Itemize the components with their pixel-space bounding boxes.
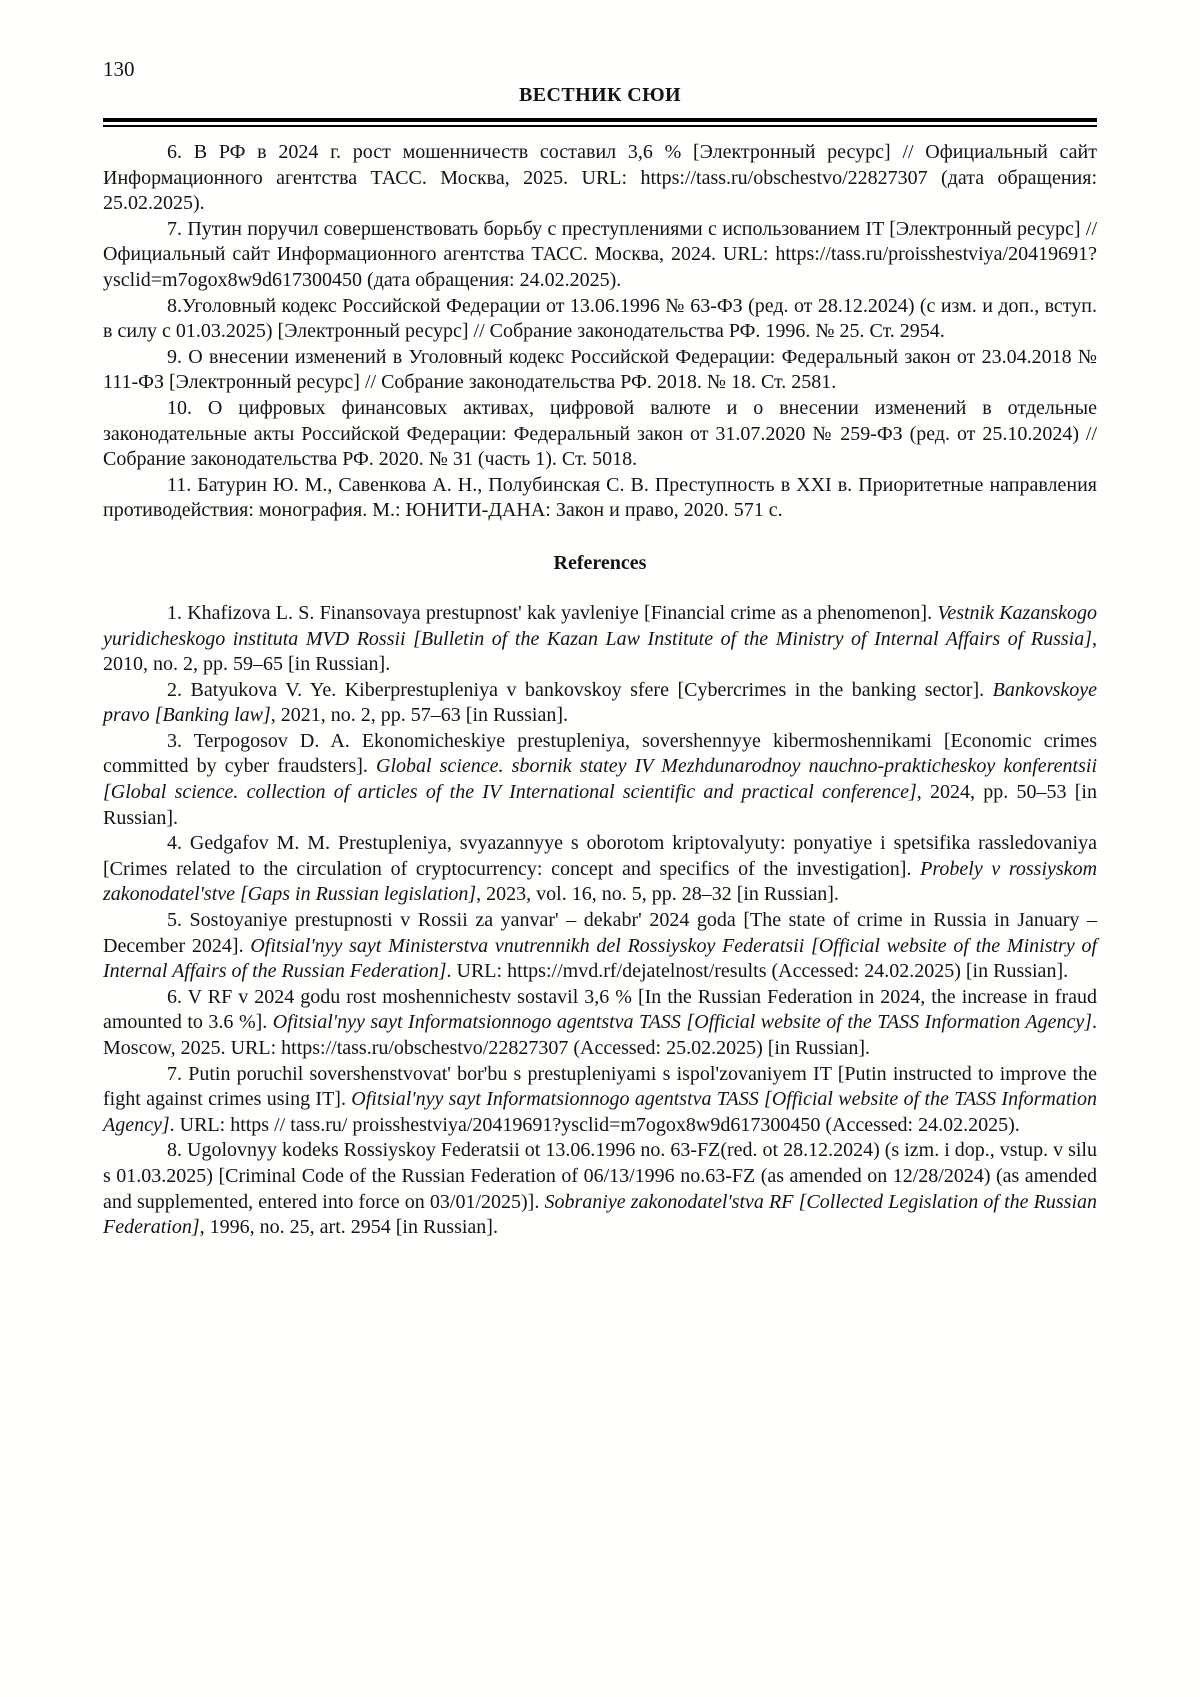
reference-item [103,345,1097,396]
reference-source-title: Ofitsial'nyy sayt Informatsionnogo agentstva TASS [Official website of the TASS Information Agency] [103,1088,1097,1136]
reference-source-title: Probely v rossiyskom zakonodatel'stve [Gaps in Russian legislation] [103,857,1098,906]
page-number: 130 [103,57,135,81]
reference-source-title: Bankovskoye pravo [Banking law] [103,678,1097,727]
page-header [103,56,1097,127]
reference-text: 3. Terpogosov D. A. Ekonomicheskiye prestupleniya, sovershennyye kibermoshennikami [Economic crimes committed by cyber fraudsters]. [103,729,1097,778]
reference-text: 7. Путин поручил совершенствовать борьбу с преступлениями с использованием IT [Электронный ресурс] // Официальный сайт Информационного агентства ТАСС. Москва, 2024. URL: https://tass.ru/proisshestviya/20419691?ysclid=m7ogox8w9d617300450 (дата обращения: 24.02.2025). [103,217,1097,291]
reference-text: , 2024, pp. 50–53 [in Russian]. [103,781,1097,829]
reference-item [103,294,1097,345]
reference-text: . Moscow, 2025. URL: https://tass.ru/obschestvo/22827307 (Accessed: 25.02.2025) [in Russian]. [103,1011,1098,1059]
page-body [103,140,1097,1241]
reference-source-title: Global science. sbornik statey IV Mezhdunarodnoy nauchno-prakticheskoy konferentsii [Global science. collection of articles of the IV International scientific and practical conference] [103,755,1098,804]
references-russian-section [103,140,1097,524]
reference-text: 6. В РФ в 2024 г. рост мошенничеств составил 3,6 % [Электронный ресурс] // Официальный сайт Информационного агентства ТАСС. Москва, 2025. URL: https://tass.ru/obschestvo/22827307 (дата обращения: 25.02.2025). [103,141,1097,215]
reference-text: , 1996, no. 25, art. 2954 [in Russian]. [199,1216,498,1239]
reference-item [103,140,1097,217]
reference-text: 9. О внесении изменений в Уголовный кодекс Российской Федерации: Федеральный закон от 23.04.2018 № 111-ФЗ [Электронный ресурс] // Собрание законодательства РФ. 2018. № 18. Ст. 2581. [103,345,1097,394]
reference-text: 2. Batyukova V. Ye. Kiberprestupleniya v bankovskoy sfere [Cybercrimes in the banking sector]. [167,678,993,701]
reference-item [103,217,1097,294]
reference-text: , 2023, vol. 16, no. 5, pp. 28–32 [in Russian]. [476,883,839,906]
reference-item [103,1062,1097,1139]
reference-text: , 2021, no. 2, pp. 57–63 [in Russian]. [270,704,568,727]
reference-text: 1. Khafizova L. S. Finansovaya prestupnost' kak yavleniye [Financial crime as a phenomenon]. [167,601,938,624]
reference-text: 10. О цифровых финансовых активах, цифровой валюте и о внесении изменений в отдельные законодательные акты Российской Федерации: Федеральный закон от 31.07.2020 № 259-ФЗ (ред. от 25.10.2024) // Собрание законодательства РФ. 2020. № 31 (часть 1). Ст. 5018. [103,396,1097,471]
reference-item [103,729,1097,831]
header-divider-rule [103,118,1097,127]
reference-text: 8. Ugolovnyy kodeks Rossiyskoy Federatsii ot 13.06.1996 no. 63-FZ(red. ot 28.12.2024) (s izm. i dop., vstup. v silu s 01.03.2025) [Criminal Code of the Russian Federation of 06/13/1996 no.63-FZ (as amended on 12/28/2024) (as amended and supplemented, entered into force on 03/01/2025)]. [103,1139,1097,1213]
reference-item [103,985,1097,1062]
reference-item [103,601,1097,678]
reference-item [103,908,1097,985]
reference-text: . URL: https // tass.ru/ proisshestviya/20419691?ysclid=m7ogox8w9d617300450 (Accessed: 24.02.2025). [169,1113,1020,1136]
reference-source-title: Ofitsial'nyy sayt Informatsionnogo agentstva TASS [Official website of the TASS Information Agency] [272,1011,1093,1034]
reference-item [103,678,1097,729]
reference-text: 6. V RF v 2024 godu rost moshennichestv sostavil 3,6 % [In the Russian Federation in 2024, the increase in fraud amounted to 3.6 %]. [103,985,1097,1034]
reference-text: 4. Gedgafov M. M. Prestupleniya, svyazannyye s oborotom kriptovalyuty: ponyatiye i spetsifika rassledovaniya [Crimes related to the circulation of cryptocurrency: concept and specifics of the investigation]. [103,832,1097,880]
reference-item [103,831,1097,908]
reference-source-title: Ofitsial'nyy sayt Ministerstva vnutrennikh del Rossiyskoy Federatsii [Official website of the Ministry of Internal Affairs of the Russian Federation] [103,934,1098,983]
journal-title: ВЕСТНИК СЮИ [519,84,681,106]
reference-text: , 2010, no. 2, pp. 59–65 [in Russian]. [103,627,1097,676]
reference-text: 5. Sostoyaniye prestupnosti v Rossii za yanvar' – dekabr' 2024 goda [The state of crime in Russia in January – December 2024]. [103,909,1097,957]
references-english-section [103,601,1097,1241]
reference-item [103,1138,1097,1240]
reference-text: 8.Уголовный кодекс Российской Федерации от 13.06.1996 № 63-ФЗ (ред. от 28.12.2024) (с изм. и доп., вступ. в силу с 01.03.2025) [Электронный ресурс] // Собрание законодательства РФ. 1996. № 25. Ст. 2954. [103,294,1097,343]
reference-text: 7. Putin poruchil sovershenstvovat' bor'bu s prestupleniyami s ispol'zovaniyem IT [Putin instructed to improve the fight against crimes using IT]. [103,1062,1097,1111]
reference-source-title: Vestnik Kazanskogo yuridicheskogo instituta MVD Rossii [Bulletin of the Kazan Law Institute of the Ministry of Internal Affairs of Russia] [103,601,1097,650]
reference-source-title: Sobraniye zakonodatel'stva RF [Collected Legislation of the Russian Federation] [103,1190,1097,1239]
references-heading: References [553,551,647,574]
reference-text: 11. Батурин Ю. М., Савенкова А. Н., Полубинская С. В. Преступность в XXI в. Приоритетные направления противодействия: монография. М.: ЮНИТИ-ДАНА: Закон и право, 2020. 571 с. [103,473,1097,522]
reference-item [103,473,1097,524]
reference-item [103,396,1097,473]
reference-text: . URL: https://mvd.rf/dejatelnost/results (Accessed: 24.02.2025) [in Russian]. [446,960,1069,983]
